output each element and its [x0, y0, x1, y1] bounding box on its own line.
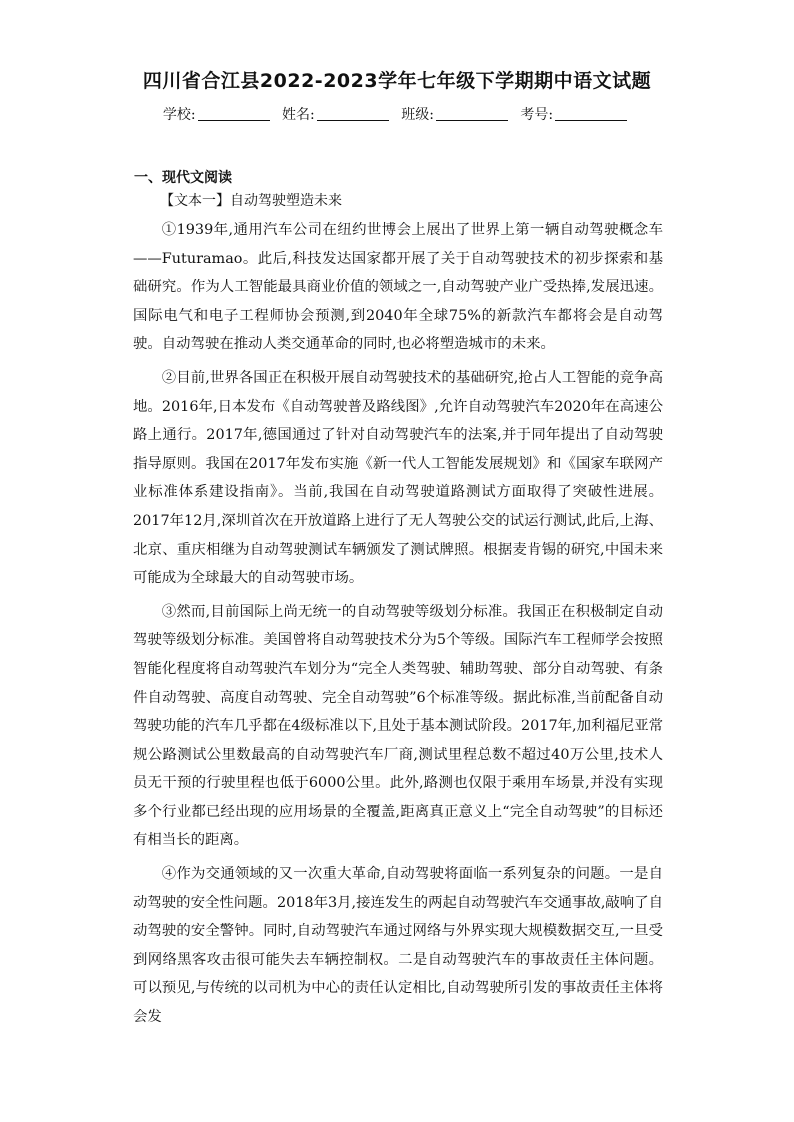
name-blank[interactable] — [317, 106, 389, 121]
paragraph-2: ②目前,世界各国正在积极开展自动驾驶技术的基础研究,抢占人工智能的竞争高地。2016年,日本发布《自动驾驶普及路线图》,允许自动驾驶汽车2020年在高速公路上通行。2017年,德国通过了针对自动驾驶汽车的法案,并于同年提出了自动驾驶指导原则。我国在2017年发布实施《新一代人工智能发展规划》和《国家车联网产业标准体系建设指南》。当前,我国在自动驾驶道路测试方面取得了突破性进展。2017年12月,深圳首次在开放道路上进行了无人驾驶公交的试运行测试,此后,上海、北京、重庆相继为自动驾驶测试车辆颁发了测试牌照。根据麦肯锡的研究,中国未来可能成为全球最大的自动驾驶市场。 — [133, 369, 663, 587]
school-label: 学校: — [162, 107, 196, 123]
exam-number-label: 考号: — [520, 107, 554, 123]
class-blank[interactable] — [436, 106, 508, 121]
article-body — [133, 216, 663, 1037]
paragraph-4: ④作为交通领域的又一次重大革命,自动驾驶将面临一系列复杂的问题。一是自动驾驶的安全性问题。2018年3月,接连发生的两起自动驾驶汽车交通事故,敲响了自动驾驶的安全警钟。同时,自动驾驶汽车通过网络与外界实现大规模数据交互,一旦受到网络黑客攻击很可能失去车辆控制权。二是自动驾驶汽车的事故责任主体问题。可以预见,与传统的以司机为中心的责任认定相比,自动驾驶所引发的事故责任主体将会发 — [133, 866, 663, 1026]
exam-number-blank[interactable] — [555, 106, 627, 121]
student-info-line — [0, 104, 794, 124]
text-one-label: 【文本一】自动驾驶塑造未来 — [160, 193, 342, 209]
school-blank[interactable] — [198, 106, 270, 121]
class-label: 班级: — [401, 107, 434, 123]
section-heading: 一、现代文阅读 — [134, 170, 232, 186]
paragraph-1: ①1939年,通用汽车公司在纽约世博会上展出了世界上第一辆自动驾驶概念车——Futuramao。此后,科技发达国家都开展了关于自动驾驶技术的初步探索和基础研究。作为人工智能最具商业价值的领域之一,自动驾驶产业广受热捧,发展迅速。国际电气和电子工程师协会预测,到2040年全球75%的新款汽车都将会是自动驾驶。自动驾驶在推动人类交通革命的同时,也必将塑造城市的未来。 — [133, 222, 663, 353]
page-title: 四川省合江县2022-2023学年七年级下学期期中语文试题 — [142, 70, 652, 92]
paragraph-3: ③然而,目前国际上尚无统一的自动驾驶等级划分标准。我国正在积极制定自动驾驶等级划分标准。美国曾将自动驾驶技术分为5个等级。国际汽车工程师学会按照智能化程度将自动驾驶汽车划分为“完全人类驾驶、辅助驾驶、部分自动驾驶、有条件自动驾驶、高度自动驾驶、完全自动驾驶”6个标准等级。据此标准,当前配备自动驾驶功能的汽车几乎都在4级标准以下,且处于基本测试阶段。2017年,加利福尼亚常规公路测试公里数最高的自动驾驶汽车厂商,测试里程总数不超过40万公里,技术人员无干预的行驶里程也低于6000公里。此外,路测也仅限于乘用车场景,并没有实现多个行业都已经出现的应用场景的全覆盖,距离真正意义上“完全自动驾驶”的目标还有相当长的距离。 — [133, 603, 663, 849]
name-label: 姓名: — [282, 107, 315, 123]
